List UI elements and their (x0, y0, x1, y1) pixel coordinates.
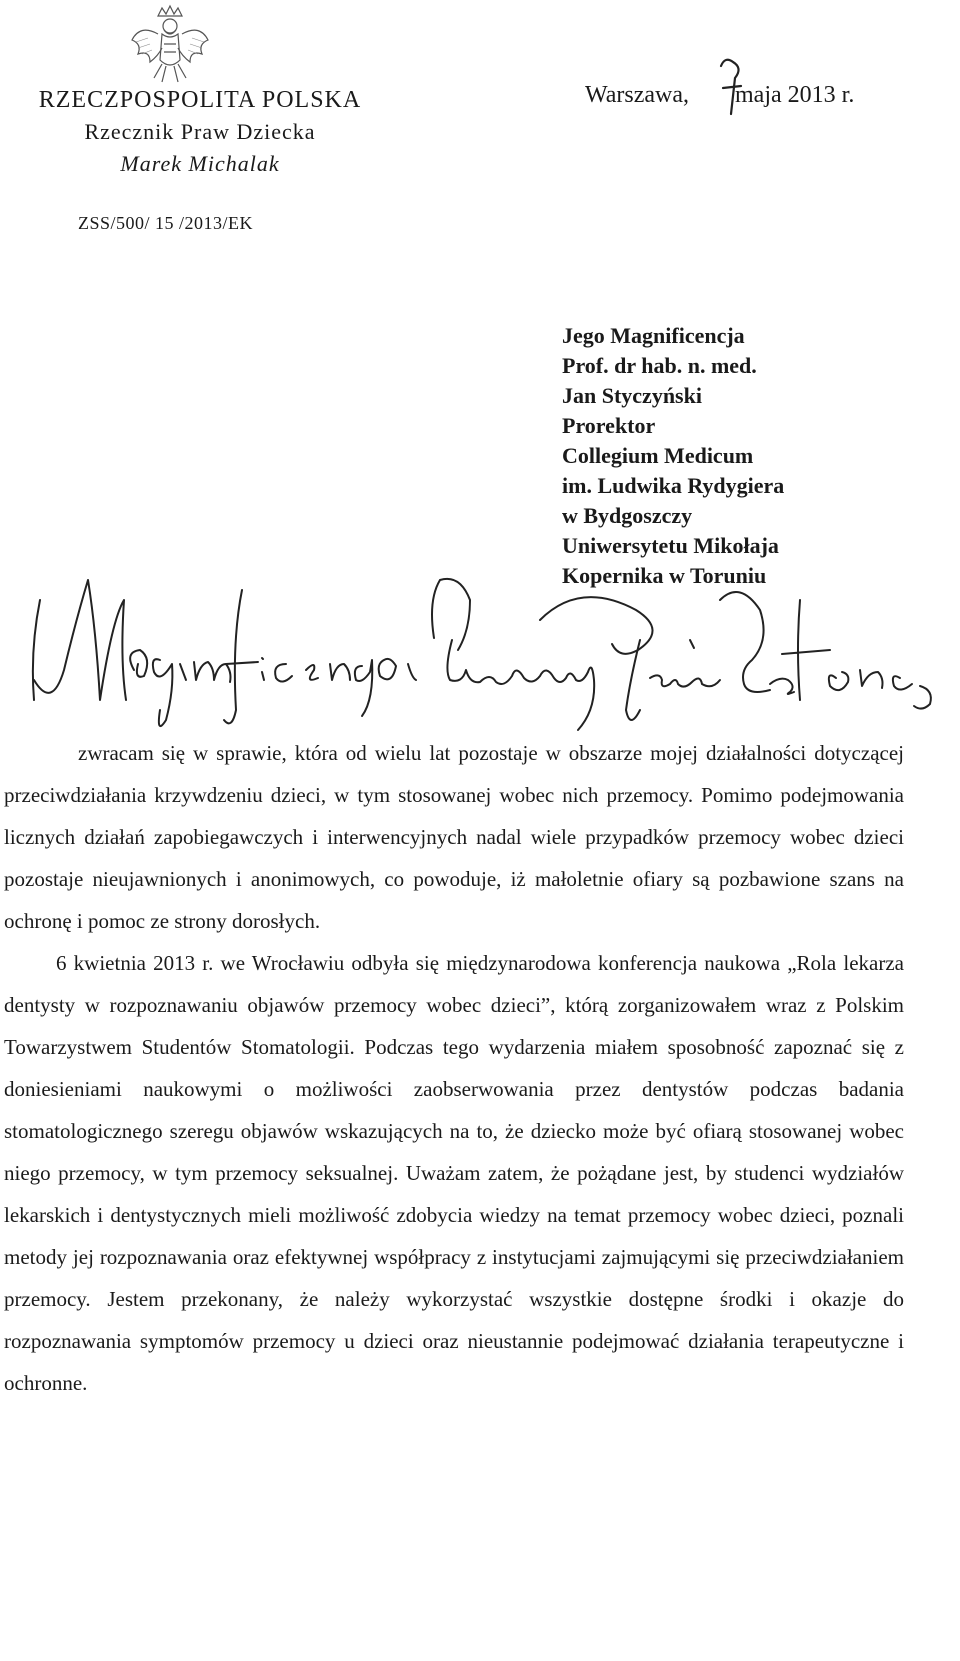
handwritten-salutation (0, 560, 960, 740)
recipient-line: Prorektor (562, 413, 656, 438)
recipient-line: w Bydgoszczy (562, 503, 693, 528)
recipient-line: Jan Styczyński (562, 383, 702, 408)
recipient-line: Collegium Medicum (562, 443, 754, 468)
letter-date (585, 82, 854, 109)
recipient-line: Prof. dr hab. n. med. (562, 353, 757, 378)
date-month-year: maja 2013 r. (735, 82, 855, 108)
sender-name: Marek Michalak (120, 151, 280, 176)
date-city: Warszawa, (585, 82, 690, 108)
body-paragraph-1: zwracam się w sprawie, która od wielu lat pozostaje w obszarze mojej działalności dotyczącej przeciwdziałania krzywdzeniu dzieci, w tym stosowanej wobec nich przemocy. Pomimo podejmowania licznych działań zapobiegawczych i interwencyjnych nadal wiele przypadków przemocy wobec dzieci pozostaje nieujawnionych i anonimowych, co powoduje, iż małoletnie ofiary są pozbawione szans na ochronę i pomoc ze strony dorosłych. (4, 741, 904, 933)
office-name: Rzecznik Praw Dziecka (84, 119, 316, 144)
recipient-line: Jego Magnificencja (562, 323, 745, 348)
body-paragraph-2: 6 kwietnia 2013 r. we Wrocławiu odbyła się międzynarodowa konferencja naukowa „Rola lekarza dentysty w rozpoznawaniu objawów przemocy wobec dzieci”, którą zorganizowałem wraz z Polskim Towarzystwem Studentów Stomatologii. Podczas tego wydarzenia miałem sposobność zapoznać się z doniesieniami naukowymi o możliwości zaobserwowania przez dentystów podczas badania stomatologicznego szeregu objawów wskazujących na to, że dziecko może być ofiarą stosowanej wobec niego przemocy, w tym przemocy seksualnej. Uważam zatem, że pożądane jest, by studenci wydziałów lekarskich i dentystycznych mieli możliwość zdobycia wiedzy na temat przemocy wobec dzieci, poznali metody jej rozpoznawania oraz efektywnej współpracy z instytucjami zajmującymi się przeciwdziałaniem przemocy. Jestem przekonany, że należy wykorzystać wszystkie dostępne środki i okazje do rozpoznawania symptomów przemocy u dzieci oraz nieustannie podejmować działania terapeutyczne i ochronne. (4, 951, 904, 1395)
sender-block (0, 84, 400, 180)
recipient-line: Kopernika w Toruniu (562, 563, 767, 588)
country-name: RZECZPOSPOLITA POLSKA (38, 87, 362, 113)
polish-eagle-emblem-icon (128, 4, 212, 86)
recipient-block (562, 321, 784, 591)
handwritten-day (713, 54, 753, 126)
letter-body (4, 732, 904, 1404)
reference-number: ZSS/500/ 15 /2013/EK (78, 213, 254, 233)
recipient-line: Uniwersytetu Mikołaja (562, 533, 779, 558)
recipient-line: im. Ludwika Rydygiera (562, 473, 785, 498)
